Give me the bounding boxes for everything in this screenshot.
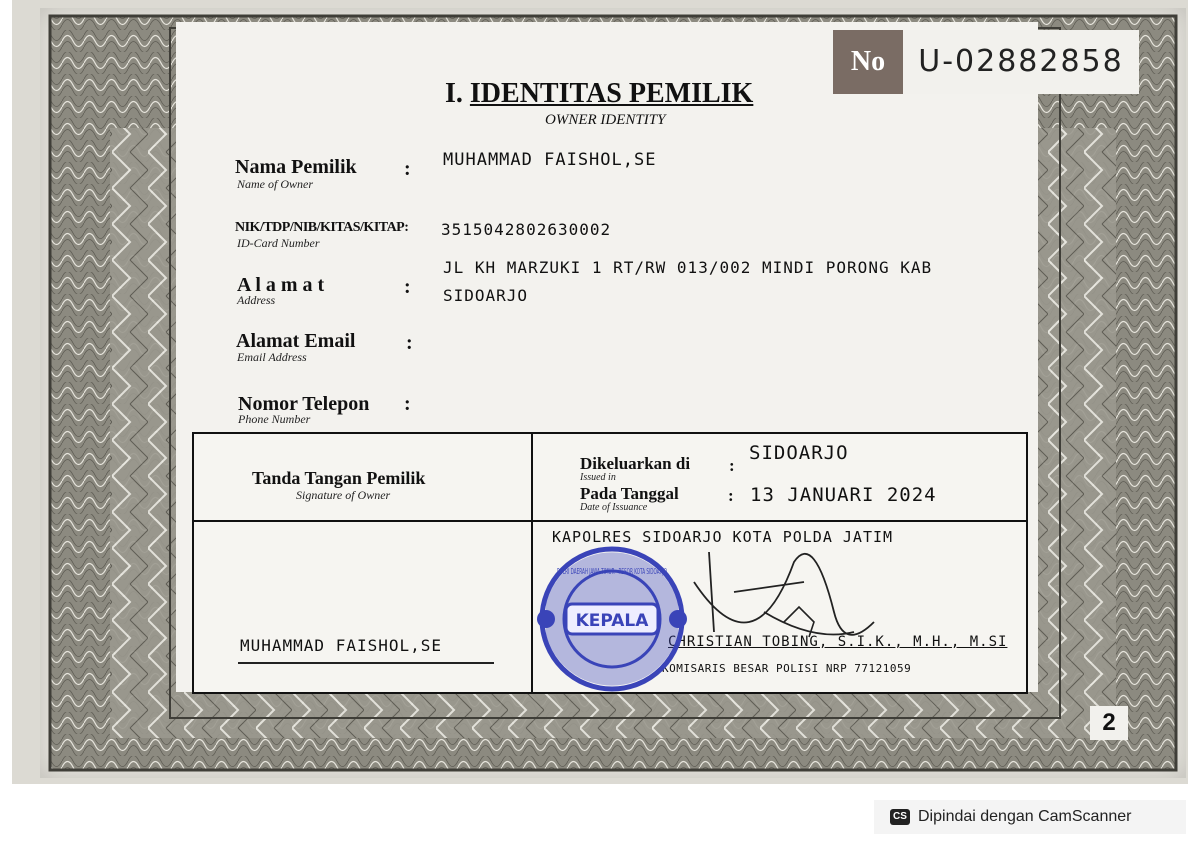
phone-label: Nomor Telepon [238, 393, 370, 415]
address-label: A l a m a t [237, 274, 325, 296]
section-subtitle: OWNER IDENTITY [545, 112, 666, 128]
id-label: NIK/TDP/NIB/KITAS/KITAP: [235, 220, 409, 235]
camscanner-watermark [874, 800, 1186, 834]
name-colon: : [404, 158, 411, 180]
issued-at-sublabel: Issued in [580, 472, 616, 483]
issued-at-colon: : [729, 456, 735, 475]
camscanner-icon: CS [890, 809, 910, 825]
signature-table [192, 432, 1028, 694]
address-sublabel: Address [237, 293, 276, 307]
certificate-number: U-02882858 [903, 30, 1139, 94]
id-sublabel: ID-Card Number [237, 236, 320, 250]
owner-printed-name: MUHAMMAD FAISHOL,SE [240, 636, 443, 655]
issue-date-colon: : [728, 486, 734, 505]
issued-at-label: Dikeluarkan di [580, 454, 691, 473]
stamp-ring-text: POLRI DAERAH JAWA TIMUR · RESOR KOTA SIDOARJO [557, 567, 667, 576]
phone-sublabel: Phone Number [238, 412, 311, 426]
issuing-authority: KAPOLRES SIDOARJO KOTA POLDA JATIM [552, 528, 894, 546]
issued-at-value: SIDOARJO [749, 442, 849, 464]
id-value: 3515042802630002 [441, 220, 612, 239]
owner-name-value: MUHAMMAD FAISHOL,SE [443, 150, 657, 170]
issue-date-label: Pada Tanggal [580, 484, 679, 503]
address-value-line1: JL KH MARZUKI 1 RT/RW 013/002 MINDI PORONG KAB [443, 258, 933, 277]
issue-date-sublabel: Date of Issuance [580, 502, 648, 513]
section-title [445, 78, 753, 110]
owner-signature-label: Tanda Tangan Pemilik [252, 468, 426, 488]
official-name: CHRISTIAN TOBING, S.I.K., M.H., M.SI [668, 634, 1008, 650]
issue-date-value: 13 JANUARI 2024 [750, 484, 937, 506]
owner-signature-sublabel: Signature of Owner [296, 488, 391, 502]
email-sublabel: Email Address [237, 350, 307, 364]
section-title-numeral: I. [445, 78, 463, 109]
official-rank: KOMISARIS BESAR POLISI NRP 77121059 [662, 662, 912, 675]
owner-name-underline [238, 662, 494, 664]
email-colon: : [406, 332, 413, 354]
official-stamp [532, 544, 692, 694]
page-number: 2 [1090, 706, 1128, 740]
certificate-number-box [833, 30, 1139, 94]
email-label: Alamat Email [236, 330, 356, 352]
name-label: Nama Pemilik [235, 156, 357, 178]
address-colon: : [404, 276, 411, 298]
number-label: No [833, 30, 903, 94]
section-title-text: IDENTITAS PEMILIK [469, 78, 754, 109]
phone-colon: : [404, 393, 411, 415]
name-sublabel: Name of Owner [237, 177, 313, 191]
camscanner-text: Dipindai dengan CamScanner [918, 808, 1132, 825]
stamp-center-text: KEPALA [575, 611, 649, 631]
address-value-line2: SIDOARJO [443, 286, 529, 305]
